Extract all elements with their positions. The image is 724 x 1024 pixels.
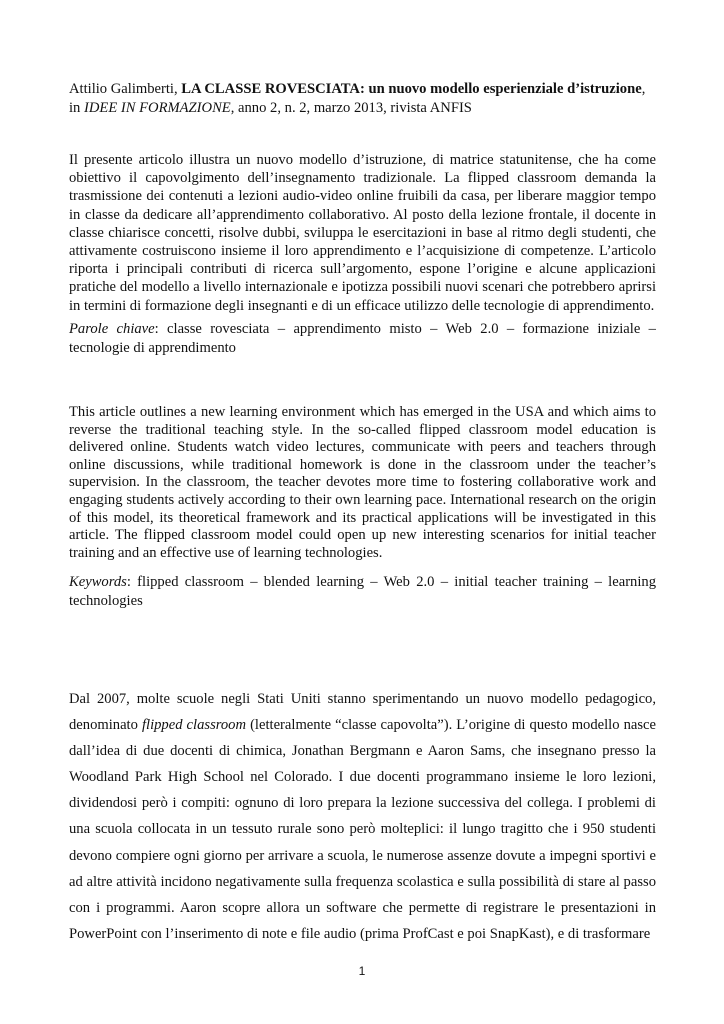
keywords-english-text: : flipped classroom – blended learning – Web 2.0 – initial teacher training – learning technologies: [69, 574, 656, 609]
keywords-italian-text: : classe rovesciata – apprendimento misto – Web 2.0 – formazione iniziale – tecnologie di apprendimento: [69, 321, 656, 356]
body-text-part2: (letteralmente “classe capovolta”). L’origine di questo modello nasce dall’idea di due docenti di chimica, Jonathan Bergmann e Aaron Sams, che insegnano presso la Woodland Park High School nel Colorado. I due docenti programmano insieme le loro lezioni, dividendosi però i compiti: ognuno di loro prepara la lezione successiva del collega. I problemi di una scuola collocata in un tessuto rurale sono però molteplici: il lungo tragitto che i 950 studenti devono compiere ogni giorno per arrivare a scuola, le numerose assenze dovute a impegni sportivi e ad altre attività incidono negativamente sulla frequenza scolastica e sulla possibilità di stare al passo con i programmi. Aaron scopre allora un software che permette di registrare le presentazioni in PowerPoint con l’inserimento di note e file audio (prima ProfCast e poi SnapKast), e di trasformare: [69, 717, 656, 942]
page-number: 1: [358, 964, 366, 978]
body-paragraph: [69, 686, 656, 947]
citation: [69, 80, 656, 118]
citation-details: , anno 2, n. 2, marzo 2013, rivista ANFIS: [230, 100, 472, 116]
keywords-english-label: Keywords: [69, 574, 127, 590]
body-term-flipped-classroom: flipped classroom: [141, 717, 247, 734]
journal-name: IDEE IN FORMAZIONE: [84, 100, 231, 116]
abstract-italian: Il presente articolo illustra un nuovo modello d’istruzione, di matrice statunitense, che ha come obiettivo il capovolgimento dell’insegnamento tradizionale. La flipped classroom demanda la trasmissione dei contenuti a lezioni audio-video online fruibili da casa, per liberare maggior tempo in classe da dedicare all’apprendimento collaborativo. Al posto della lezione frontale, il docente in classe chiarisce concetti, risolve dubbi, sviluppa le esercitazioni in base al ritmo degli studenti, che attivamente costruiscono insieme il loro apprendimento e l’acquisizione di competenze. L’articolo riporta i principali contributi di ricerca sull’argomento, espone l’origine e alcune applicazioni pratiche del modello a livello internazionale e ipotizza possibili nuovi scenari che potrebbero aprirsi in termini di formazione degli insegnanti e di un efficace utilizzo delle tecnologie di apprendimento.: [69, 152, 656, 314]
citation-author: Attilio Galimberti,: [69, 81, 182, 97]
article-title: LA CLASSE ROVESCIATA: un nuovo modello esperienziale d’istruzione: [181, 81, 642, 97]
abstract-english: This article outlines a new learning environment which has emerged in the USA and which aims to reverse the traditional teaching style. In the so-called flipped classroom model education is delivered online. Students watch video lectures, communicate with peers and teachers through online discussions, while traditional homework is done in the classroom under the teacher’s supervision. In the classroom, the teacher devotes more time to fostering collaborative work and engaging students actively according to their own learning pace. International research on the origin of this model, its theoretical framework and its practical applications will be investigated in this article. The flipped classroom model could open up new interesting scenarios for initial teacher training and an effective use of learning technologies.: [69, 404, 656, 561]
citation-in: in: [69, 100, 84, 116]
keywords-english: [69, 573, 656, 611]
keywords-italian: [69, 320, 656, 358]
citation-comma: ,: [641, 81, 646, 97]
keywords-italian-label: Parole chiave: [69, 321, 155, 337]
body-text-part1: Dal 2007, molte scuole negli Stati Uniti stanno sperimentando un nuovo modello pedagogico, denominato: [69, 691, 656, 734]
